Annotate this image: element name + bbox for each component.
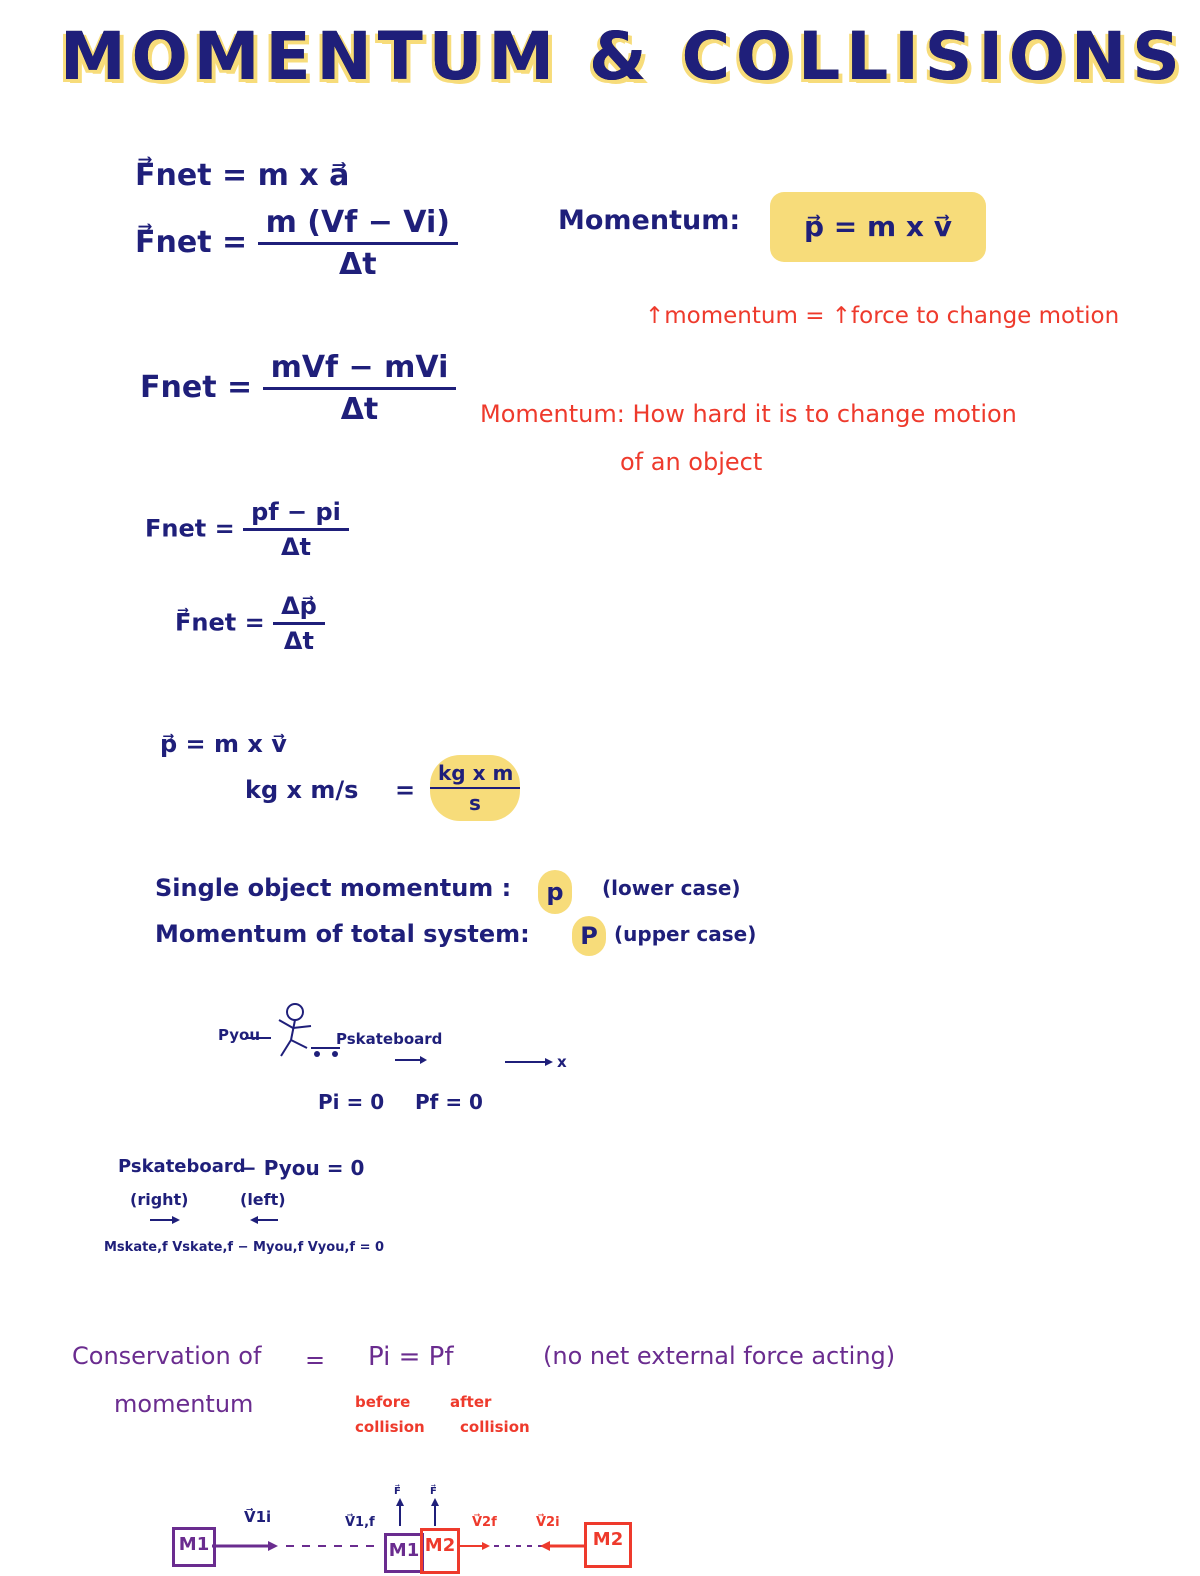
total-note: (upper case) [614,922,757,946]
fraction-numerator: mVf − mVi [263,350,457,390]
fraction-denominator: s [469,791,481,815]
skate-mass-velocity-eq: Mskate,f Vskate,f − Myou,f Vyou,f = 0 [104,1240,385,1255]
before-label-2: collision [355,1418,425,1436]
expanded-equation [140,350,456,427]
v1f-label: V⃗1,f [345,1515,375,1530]
units-highlight [430,755,520,821]
x-axis-arrow [505,1055,555,1069]
p-form-equation [145,498,349,561]
page-title: MOMENTUM & COLLISIONS [60,18,1186,95]
skate-eq-term1: Pskateboard [118,1156,246,1177]
total-system-label: Momentum of total system: [155,920,530,948]
p-form-fraction [243,498,349,561]
delta-p-fraction [273,592,325,655]
fraction-denominator: Δt [340,392,379,427]
p-skateboard-label: Pskateboard [336,1030,443,1048]
p-definition: p⃗ = m x v⃗ [160,730,287,758]
p-form-lhs: Fnet = [145,514,244,543]
newton-velocity-form [135,205,458,282]
after-label-1: after [450,1393,492,1411]
fraction-denominator: Δt [339,247,377,282]
force-2-label: F⃗ [430,1486,437,1497]
mass-1-initial: M1 [172,1527,216,1567]
before-label-1: before [355,1393,411,1411]
single-object-label: Single object momentum : [155,874,512,902]
single-symbol: p [538,870,572,914]
units-line: kg x m/s [245,776,359,804]
conservation-label-2: momentum [114,1390,254,1418]
conservation-equation: Pi = Pf [368,1342,454,1372]
units-fraction [430,755,520,815]
total-symbol: P [572,916,606,956]
v2i-label: V⃗2i [536,1515,560,1530]
skate-eq-term2: − Pyou = 0 [240,1156,365,1180]
direction-left: (left) [240,1190,286,1209]
fraction-numerator: pf − pi [243,498,349,531]
fraction-numerator: Δp⃗ [273,592,325,625]
force-1-label: F⃗ [394,1486,401,1497]
expanded-lhs: Fnet = [140,370,263,405]
mass-1-contact: M1 [384,1533,424,1573]
x-axis-label: x [557,1053,567,1071]
newton-velocity-lhs: F⃗net = [135,225,258,260]
fraction-numerator: kg x m [430,761,520,789]
fraction-numerator: m (Vf − Vi) [258,205,458,245]
delta-p-equation [175,592,325,655]
fraction-denominator: Δt [283,627,314,655]
after-label-2: collision [460,1418,530,1436]
newton-second-law: F⃗net = m x a⃗ [135,158,350,193]
v1i-label: V⃗1i [244,1508,272,1526]
conservation-label-1: Conservation of [72,1342,262,1370]
expanded-fraction [263,350,457,427]
newton-velocity-fraction [258,205,458,282]
momentum-definition-line1: Momentum: How hard it is to change motion [480,400,1017,428]
conservation-equals: = [305,1346,326,1374]
delta-p-lhs: F⃗net = [175,608,274,637]
v2f-label: V⃗2f [472,1515,497,1530]
single-note: (lower case) [602,876,741,900]
p-initial: Pi = 0 [318,1090,385,1114]
conservation-note: (no net external force acting) [543,1342,896,1370]
p-you-label: Pyou [218,1026,261,1044]
fraction-denominator: Δt [280,533,312,561]
mass-2-contact: M2 [420,1528,460,1574]
direction-right: (right) [130,1190,189,1209]
mass-2-initial: M2 [584,1522,632,1568]
momentum-force-note: ↑momentum = ↑force to change motion [645,303,1120,329]
momentum-formula-highlight: p⃗ = m x v⃗ [770,192,986,262]
direction-arrows [150,1214,280,1226]
units-equals: = [395,776,416,804]
momentum-label: Momentum: [558,205,741,236]
momentum-definition [558,205,740,236]
p-final: Pf = 0 [415,1090,483,1114]
momentum-definition-line2: of an object [620,448,763,476]
